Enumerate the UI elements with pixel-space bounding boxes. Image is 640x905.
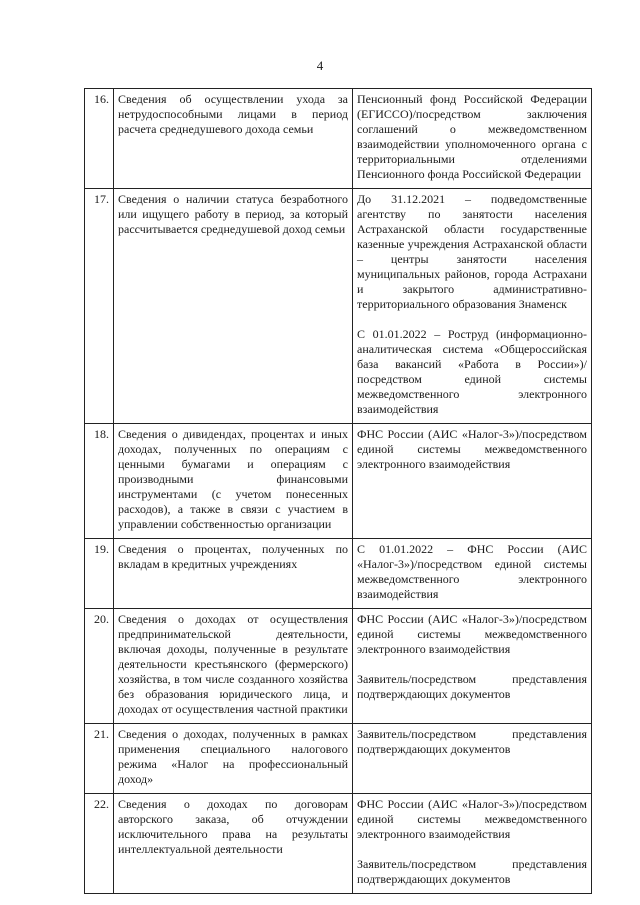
row-number: 16. <box>85 89 114 189</box>
source-text: Заявитель/посредством представления подтверждающих документов <box>357 727 587 756</box>
source-text: С 01.01.2022 – Роструд (информационно-аналитическая система «Общероссийская база вакансий «Работа в России»)/посредством единой системы межведомственного электронного взаимодействия <box>357 327 587 416</box>
info-description: Сведения о доходах, полученных в рамках применения специального налогового режима «Налог на профессиональный доход» <box>114 724 353 794</box>
row-number: 22. <box>85 794 114 894</box>
row-number: 21. <box>85 724 114 794</box>
info-description: Сведения о доходах от осуществления предпринимательской деятельности, включая доходы, полученные в результате деятельности крестьянского (фермерского) хозяйства, в том числе созданного хозяйства без образования юридического лица, и доходах от осуществления частной практики <box>114 609 353 724</box>
source-cell <box>353 189 592 424</box>
page-number: 4 <box>316 58 324 73</box>
source-text: ФНС России (АИС «Налог-3»)/посредством единой системы межведомственного электронного взаимодействия <box>357 612 587 656</box>
row-number: 17. <box>85 189 114 424</box>
table-row-17 <box>85 189 592 424</box>
table-row-22 <box>85 794 592 894</box>
info-description: Сведения о доходах по договорам авторского заказа, об отчуждении исключительного права на результаты интеллектуальной деятельности <box>114 794 353 894</box>
source-text: С 01.01.2022 – ФНС России (АИС «Налог-3»)/посредством единой системы межведомственного электронного взаимодействия <box>357 542 587 601</box>
table-row-18 <box>85 424 592 539</box>
table-row-21 <box>85 724 592 794</box>
source-cell <box>353 539 592 609</box>
info-description: Сведения о наличии статуса безработного или ищущего работу в период, за который рассчитывается среднедушевой доход семьи <box>114 189 353 424</box>
source-text: До 31.12.2021 – подведомственные агентству по занятости населения Астраханской области государственные казенные учреждения Астраханской области – центры занятости населения муниципальных районов, города Астрахани и закрытого административно-территориального образования Знаменск <box>357 192 587 311</box>
source-cell <box>353 424 592 539</box>
source-cell <box>353 794 592 894</box>
source-text: Пенсионный фонд Российской Федерации (ЕГИССО)/посредством заключения соглашений о межведомственном взаимодействии уполномоченного органа с территориальными отделениями Пенсионного фонда Российской Федерации <box>357 92 587 181</box>
table-row-16 <box>85 89 592 189</box>
data-sources-table <box>84 88 592 894</box>
source-cell <box>353 609 592 724</box>
source-text: ФНС России (АИС «Налог-3»)/посредством единой системы межведомственного электронного взаимодействия <box>357 797 587 841</box>
info-description: Сведения о процентах, полученных по вкладам в кредитных учреждениях <box>114 539 353 609</box>
source-text: Заявитель/посредством представления подтверждающих документов <box>357 857 587 886</box>
info-description: Сведения об осуществлении ухода за нетрудоспособными лицами в период расчета среднедушевого дохода семьи <box>114 89 353 189</box>
source-cell <box>353 724 592 794</box>
row-number: 19. <box>85 539 114 609</box>
source-text: Заявитель/посредством представления подтверждающих документов <box>357 672 587 701</box>
source-text: ФНС России (АИС «Налог-3»)/посредством единой системы межведомственного электронного взаимодействия <box>357 427 587 471</box>
row-number: 18. <box>85 424 114 539</box>
row-number: 20. <box>85 609 114 724</box>
source-cell <box>353 89 592 189</box>
info-description: Сведения о дивидендах, процентах и иных доходах, полученных по операциям с ценными бумагами и операциям с производными финансовыми инструментами (с учетом понесенных расходов), а также в связи с участием в управлении собственностью организации <box>114 424 353 539</box>
table-row-19 <box>85 539 592 609</box>
table-row-20 <box>85 609 592 724</box>
